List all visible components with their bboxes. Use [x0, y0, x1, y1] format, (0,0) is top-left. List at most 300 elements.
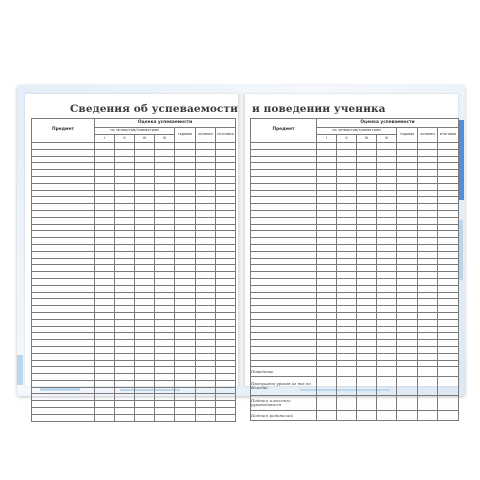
summary-cell[interactable] — [397, 396, 418, 411]
grade-cell[interactable] — [438, 278, 459, 285]
grade-cell[interactable] — [438, 312, 459, 319]
grade-cell[interactable] — [216, 299, 236, 306]
grade-cell[interactable] — [115, 326, 135, 333]
grade-cell[interactable] — [438, 299, 459, 306]
grade-cell[interactable] — [397, 251, 418, 258]
subject-cell[interactable] — [32, 183, 95, 190]
grade-cell[interactable] — [317, 333, 337, 340]
grade-cell[interactable] — [135, 156, 155, 163]
grade-cell[interactable] — [135, 360, 155, 367]
grade-cell[interactable] — [155, 394, 175, 401]
grade-cell[interactable] — [418, 231, 438, 238]
subject-cell[interactable] — [32, 265, 95, 272]
subject-cell[interactable] — [251, 340, 317, 347]
grade-cell[interactable] — [438, 285, 459, 292]
grade-cell[interactable] — [115, 204, 135, 211]
grade-cell[interactable] — [216, 333, 236, 340]
grade-cell[interactable] — [196, 278, 216, 285]
grade-cell[interactable] — [317, 265, 337, 272]
grade-cell[interactable] — [397, 360, 418, 367]
subject-cell[interactable] — [32, 367, 95, 374]
grade-cell[interactable] — [115, 414, 135, 421]
subject-cell[interactable] — [251, 333, 317, 340]
summary-cell[interactable] — [418, 377, 438, 396]
grade-cell[interactable] — [317, 210, 337, 217]
grade-cell[interactable] — [397, 265, 418, 272]
subject-cell[interactable] — [32, 143, 95, 150]
subject-cell[interactable] — [32, 380, 95, 387]
grade-cell[interactable] — [135, 238, 155, 245]
grade-cell[interactable] — [357, 265, 377, 272]
grade-cell[interactable] — [317, 156, 337, 163]
grade-cell[interactable] — [175, 231, 196, 238]
grade-cell[interactable] — [397, 299, 418, 306]
grade-cell[interactable] — [135, 176, 155, 183]
grade-cell[interactable] — [155, 258, 175, 265]
grade-cell[interactable] — [196, 285, 216, 292]
subject-cell[interactable] — [32, 299, 95, 306]
grade-cell[interactable] — [135, 340, 155, 347]
grade-cell[interactable] — [337, 265, 357, 272]
subject-cell[interactable] — [251, 176, 317, 183]
grade-cell[interactable] — [397, 156, 418, 163]
grade-cell[interactable] — [175, 374, 196, 381]
subject-cell[interactable] — [32, 163, 95, 170]
subject-cell[interactable] — [251, 306, 317, 313]
grade-cell[interactable] — [135, 333, 155, 340]
grade-cell[interactable] — [175, 183, 196, 190]
grade-cell[interactable] — [418, 258, 438, 265]
grade-cell[interactable] — [377, 231, 397, 238]
subject-cell[interactable] — [32, 244, 95, 251]
grade-cell[interactable] — [175, 278, 196, 285]
grade-cell[interactable] — [196, 265, 216, 272]
grade-cell[interactable] — [438, 340, 459, 347]
grade-cell[interactable] — [95, 414, 115, 421]
subject-cell[interactable] — [251, 156, 317, 163]
grade-cell[interactable] — [135, 204, 155, 211]
grade-cell[interactable] — [155, 217, 175, 224]
grade-cell[interactable] — [317, 360, 337, 367]
grade-cell[interactable] — [357, 306, 377, 313]
grade-cell[interactable] — [155, 312, 175, 319]
grade-cell[interactable] — [418, 285, 438, 292]
grade-cell[interactable] — [115, 149, 135, 156]
subject-cell[interactable] — [251, 231, 317, 238]
grade-cell[interactable] — [175, 156, 196, 163]
grade-cell[interactable] — [95, 176, 115, 183]
grade-cell[interactable] — [95, 333, 115, 340]
grade-cell[interactable] — [175, 170, 196, 177]
grade-cell[interactable] — [357, 278, 377, 285]
grade-cell[interactable] — [337, 163, 357, 170]
grade-cell[interactable] — [95, 306, 115, 313]
grade-cell[interactable] — [115, 312, 135, 319]
grade-cell[interactable] — [175, 258, 196, 265]
grade-cell[interactable] — [216, 414, 236, 421]
grade-cell[interactable] — [155, 401, 175, 408]
grade-cell[interactable] — [115, 265, 135, 272]
grade-cell[interactable] — [216, 319, 236, 326]
grade-cell[interactable] — [115, 210, 135, 217]
grade-cell[interactable] — [196, 401, 216, 408]
grade-cell[interactable] — [438, 231, 459, 238]
grade-cell[interactable] — [337, 170, 357, 177]
grade-cell[interactable] — [155, 333, 175, 340]
grade-cell[interactable] — [196, 292, 216, 299]
grade-cell[interactable] — [357, 156, 377, 163]
grade-cell[interactable] — [418, 149, 438, 156]
grade-cell[interactable] — [357, 190, 377, 197]
grade-cell[interactable] — [155, 143, 175, 150]
grade-cell[interactable] — [357, 326, 377, 333]
grade-cell[interactable] — [377, 285, 397, 292]
grade-cell[interactable] — [317, 224, 337, 231]
grade-cell[interactable] — [196, 346, 216, 353]
grade-cell[interactable] — [95, 319, 115, 326]
grade-cell[interactable] — [216, 340, 236, 347]
grade-cell[interactable] — [418, 170, 438, 177]
grade-cell[interactable] — [397, 197, 418, 204]
grade-cell[interactable] — [135, 217, 155, 224]
grade-cell[interactable] — [216, 204, 236, 211]
grade-cell[interactable] — [216, 143, 236, 150]
grade-cell[interactable] — [377, 360, 397, 367]
subject-cell[interactable] — [32, 333, 95, 340]
subject-cell[interactable] — [251, 170, 317, 177]
grade-cell[interactable] — [115, 408, 135, 415]
grade-cell[interactable] — [155, 231, 175, 238]
grade-cell[interactable] — [397, 278, 418, 285]
summary-cell[interactable] — [317, 411, 337, 421]
grade-cell[interactable] — [115, 346, 135, 353]
grade-cell[interactable] — [377, 156, 397, 163]
grade-cell[interactable] — [196, 258, 216, 265]
grade-cell[interactable] — [357, 217, 377, 224]
grade-cell[interactable] — [438, 197, 459, 204]
grade-cell[interactable] — [155, 380, 175, 387]
grade-cell[interactable] — [196, 414, 216, 421]
grade-cell[interactable] — [95, 272, 115, 279]
grade-cell[interactable] — [216, 387, 236, 394]
grade-cell[interactable] — [418, 176, 438, 183]
grade-cell[interactable] — [135, 374, 155, 381]
grade-cell[interactable] — [175, 190, 196, 197]
grade-cell[interactable] — [196, 299, 216, 306]
grade-cell[interactable] — [216, 190, 236, 197]
subject-cell[interactable] — [251, 183, 317, 190]
grade-cell[interactable] — [397, 149, 418, 156]
grade-cell[interactable] — [397, 170, 418, 177]
grade-cell[interactable] — [175, 244, 196, 251]
summary-cell[interactable] — [377, 411, 397, 421]
grade-cell[interactable] — [397, 340, 418, 347]
grade-cell[interactable] — [438, 176, 459, 183]
grade-cell[interactable] — [438, 217, 459, 224]
grade-cell[interactable] — [337, 272, 357, 279]
grade-cell[interactable] — [357, 204, 377, 211]
grade-cell[interactable] — [317, 251, 337, 258]
grade-cell[interactable] — [438, 265, 459, 272]
grade-cell[interactable] — [317, 285, 337, 292]
grade-cell[interactable] — [337, 251, 357, 258]
grade-cell[interactable] — [95, 401, 115, 408]
grade-cell[interactable] — [135, 251, 155, 258]
summary-cell[interactable] — [418, 411, 438, 421]
grade-cell[interactable] — [196, 176, 216, 183]
grade-cell[interactable] — [337, 306, 357, 313]
grade-cell[interactable] — [175, 176, 196, 183]
grade-cell[interactable] — [175, 380, 196, 387]
grade-cell[interactable] — [135, 387, 155, 394]
grade-cell[interactable] — [196, 204, 216, 211]
subject-cell[interactable] — [32, 387, 95, 394]
grade-cell[interactable] — [337, 176, 357, 183]
summary-cell[interactable] — [337, 411, 357, 421]
grade-cell[interactable] — [95, 231, 115, 238]
grade-cell[interactable] — [115, 190, 135, 197]
grade-cell[interactable] — [397, 231, 418, 238]
grade-cell[interactable] — [397, 285, 418, 292]
grade-cell[interactable] — [357, 340, 377, 347]
grade-cell[interactable] — [418, 292, 438, 299]
grade-cell[interactable] — [337, 190, 357, 197]
grade-cell[interactable] — [216, 374, 236, 381]
grade-cell[interactable] — [438, 156, 459, 163]
subject-cell[interactable] — [251, 292, 317, 299]
grade-cell[interactable] — [317, 340, 337, 347]
grade-cell[interactable] — [418, 346, 438, 353]
grade-cell[interactable] — [377, 306, 397, 313]
grade-cell[interactable] — [115, 299, 135, 306]
subject-cell[interactable] — [251, 163, 317, 170]
grade-cell[interactable] — [438, 149, 459, 156]
grade-cell[interactable] — [196, 163, 216, 170]
grade-cell[interactable] — [337, 217, 357, 224]
grade-cell[interactable] — [196, 143, 216, 150]
subject-cell[interactable] — [32, 238, 95, 245]
summary-cell[interactable] — [418, 396, 438, 411]
grade-cell[interactable] — [196, 231, 216, 238]
grade-cell[interactable] — [196, 224, 216, 231]
subject-cell[interactable] — [32, 176, 95, 183]
summary-cell[interactable] — [397, 367, 418, 377]
grade-cell[interactable] — [397, 326, 418, 333]
subject-cell[interactable] — [251, 149, 317, 156]
grade-cell[interactable] — [418, 360, 438, 367]
grade-cell[interactable] — [135, 394, 155, 401]
subject-cell[interactable] — [251, 217, 317, 224]
subject-cell[interactable] — [32, 149, 95, 156]
grade-cell[interactable] — [115, 367, 135, 374]
grade-cell[interactable] — [357, 292, 377, 299]
grade-cell[interactable] — [135, 326, 155, 333]
subject-cell[interactable] — [251, 210, 317, 217]
grade-cell[interactable] — [438, 333, 459, 340]
grade-cell[interactable] — [175, 312, 196, 319]
grade-cell[interactable] — [196, 374, 216, 381]
subject-cell[interactable] — [251, 285, 317, 292]
grade-cell[interactable] — [377, 326, 397, 333]
summary-cell[interactable] — [438, 396, 459, 411]
grade-cell[interactable] — [337, 292, 357, 299]
grade-cell[interactable] — [397, 244, 418, 251]
grade-cell[interactable] — [196, 333, 216, 340]
grade-cell[interactable] — [418, 319, 438, 326]
grade-cell[interactable] — [418, 224, 438, 231]
grade-cell[interactable] — [377, 197, 397, 204]
grade-cell[interactable] — [95, 394, 115, 401]
grade-cell[interactable] — [115, 272, 135, 279]
grade-cell[interactable] — [196, 217, 216, 224]
grade-cell[interactable] — [95, 292, 115, 299]
subject-cell[interactable] — [251, 251, 317, 258]
grade-cell[interactable] — [418, 278, 438, 285]
grade-cell[interactable] — [397, 333, 418, 340]
grade-cell[interactable] — [175, 210, 196, 217]
grade-cell[interactable] — [95, 238, 115, 245]
grade-cell[interactable] — [135, 265, 155, 272]
grade-cell[interactable] — [418, 244, 438, 251]
grade-cell[interactable] — [155, 272, 175, 279]
subject-cell[interactable] — [32, 197, 95, 204]
grade-cell[interactable] — [418, 306, 438, 313]
grade-cell[interactable] — [95, 149, 115, 156]
grade-cell[interactable] — [418, 326, 438, 333]
grade-cell[interactable] — [135, 170, 155, 177]
grade-cell[interactable] — [438, 224, 459, 231]
grade-cell[interactable] — [175, 217, 196, 224]
grade-cell[interactable] — [135, 278, 155, 285]
grade-cell[interactable] — [175, 401, 196, 408]
grade-cell[interactable] — [216, 258, 236, 265]
grade-cell[interactable] — [357, 183, 377, 190]
grade-cell[interactable] — [438, 360, 459, 367]
grade-cell[interactable] — [418, 333, 438, 340]
subject-cell[interactable] — [32, 217, 95, 224]
grade-cell[interactable] — [357, 149, 377, 156]
grade-cell[interactable] — [115, 401, 135, 408]
grade-cell[interactable] — [135, 312, 155, 319]
subject-cell[interactable] — [32, 394, 95, 401]
grade-cell[interactable] — [317, 353, 337, 360]
grade-cell[interactable] — [175, 346, 196, 353]
grade-cell[interactable] — [155, 176, 175, 183]
grade-cell[interactable] — [216, 408, 236, 415]
grade-cell[interactable] — [397, 176, 418, 183]
grade-cell[interactable] — [418, 251, 438, 258]
grade-cell[interactable] — [135, 367, 155, 374]
grade-cell[interactable] — [155, 387, 175, 394]
grade-cell[interactable] — [135, 299, 155, 306]
grade-cell[interactable] — [317, 238, 337, 245]
grade-cell[interactable] — [216, 149, 236, 156]
grade-cell[interactable] — [418, 143, 438, 150]
grade-cell[interactable] — [115, 353, 135, 360]
grade-cell[interactable] — [115, 217, 135, 224]
grade-cell[interactable] — [95, 190, 115, 197]
grade-cell[interactable] — [115, 156, 135, 163]
grade-cell[interactable] — [418, 190, 438, 197]
subject-cell[interactable] — [32, 285, 95, 292]
grade-cell[interactable] — [397, 319, 418, 326]
subject-cell[interactable] — [32, 306, 95, 313]
subject-cell[interactable] — [32, 204, 95, 211]
summary-cell[interactable] — [357, 396, 377, 411]
grade-cell[interactable] — [337, 326, 357, 333]
subject-cell[interactable] — [251, 143, 317, 150]
grade-cell[interactable] — [95, 353, 115, 360]
grade-cell[interactable] — [397, 190, 418, 197]
grade-cell[interactable] — [155, 156, 175, 163]
grade-cell[interactable] — [196, 149, 216, 156]
grade-cell[interactable] — [196, 156, 216, 163]
grade-cell[interactable] — [196, 244, 216, 251]
grade-cell[interactable] — [175, 333, 196, 340]
grade-cell[interactable] — [317, 319, 337, 326]
grade-cell[interactable] — [216, 217, 236, 224]
grade-cell[interactable] — [438, 238, 459, 245]
grade-cell[interactable] — [357, 231, 377, 238]
grade-cell[interactable] — [155, 197, 175, 204]
summary-cell[interactable] — [317, 377, 337, 396]
grade-cell[interactable] — [438, 210, 459, 217]
grade-cell[interactable] — [135, 197, 155, 204]
grade-cell[interactable] — [216, 360, 236, 367]
grade-cell[interactable] — [196, 380, 216, 387]
grade-cell[interactable] — [397, 210, 418, 217]
grade-cell[interactable] — [95, 143, 115, 150]
grade-cell[interactable] — [175, 414, 196, 421]
summary-cell[interactable] — [438, 377, 459, 396]
grade-cell[interactable] — [155, 326, 175, 333]
grade-cell[interactable] — [377, 278, 397, 285]
summary-cell[interactable] — [438, 367, 459, 377]
grade-cell[interactable] — [196, 197, 216, 204]
grade-cell[interactable] — [357, 346, 377, 353]
grade-cell[interactable] — [135, 231, 155, 238]
subject-cell[interactable] — [251, 353, 317, 360]
grade-cell[interactable] — [175, 163, 196, 170]
grade-cell[interactable] — [216, 238, 236, 245]
summary-cell[interactable] — [357, 377, 377, 396]
grade-cell[interactable] — [135, 380, 155, 387]
subject-cell[interactable] — [251, 238, 317, 245]
grade-cell[interactable] — [216, 265, 236, 272]
grade-cell[interactable] — [196, 312, 216, 319]
grade-cell[interactable] — [438, 272, 459, 279]
grade-cell[interactable] — [317, 143, 337, 150]
grade-cell[interactable] — [196, 251, 216, 258]
grade-cell[interactable] — [95, 387, 115, 394]
grade-cell[interactable] — [418, 204, 438, 211]
grade-cell[interactable] — [317, 244, 337, 251]
grade-cell[interactable] — [418, 299, 438, 306]
summary-cell[interactable] — [377, 396, 397, 411]
grade-cell[interactable] — [397, 258, 418, 265]
grade-cell[interactable] — [418, 353, 438, 360]
grade-cell[interactable] — [337, 299, 357, 306]
grade-cell[interactable] — [175, 387, 196, 394]
grade-cell[interactable] — [377, 299, 397, 306]
grade-cell[interactable] — [115, 333, 135, 340]
grade-cell[interactable] — [377, 143, 397, 150]
grade-cell[interactable] — [216, 224, 236, 231]
grade-cell[interactable] — [155, 244, 175, 251]
grade-cell[interactable] — [115, 251, 135, 258]
grade-cell[interactable] — [397, 163, 418, 170]
grade-cell[interactable] — [216, 394, 236, 401]
